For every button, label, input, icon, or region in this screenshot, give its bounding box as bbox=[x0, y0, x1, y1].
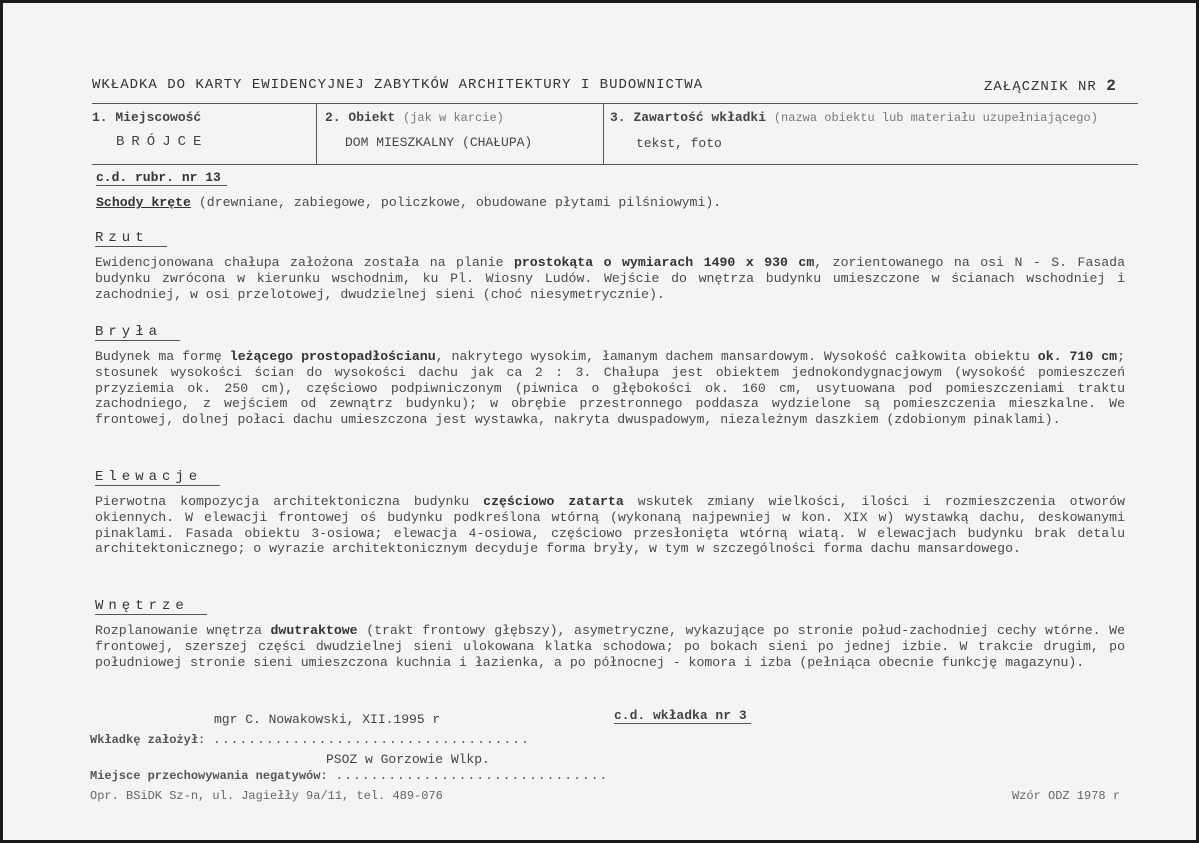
author-dots: .................................... bbox=[213, 732, 530, 747]
storage-dots: ............................... bbox=[335, 768, 609, 783]
annex-label-text: ZAŁĄCZNIK NR bbox=[984, 79, 1097, 95]
table-divider-1 bbox=[316, 104, 317, 164]
section-title: Bryła bbox=[95, 324, 180, 341]
section-text: Ewidencjonowana chałupa założona została na planie prostokąta o wymiarach 1490 x 930 cm, zorientowanego na osi N - S. Fasada budynku zwrócona w kierunku wschodnim, ku Pl. Wiosny Ludów. Wejście do wnętrza budynku umieszczone w ścianach wschodniej i zachodniej, w osi przelotowej, dwudzielnej sieni (choć niesymetrycznie). bbox=[95, 255, 1126, 302]
section-rzut bbox=[95, 228, 1125, 302]
continuation-label: c.d. rubr. nr 13 bbox=[96, 170, 227, 186]
section-elewacje bbox=[95, 467, 1125, 557]
storage-line bbox=[90, 768, 608, 783]
content-value: tekst, foto bbox=[636, 136, 722, 151]
section-title: Rzut bbox=[95, 230, 167, 247]
table-top-line bbox=[92, 103, 1138, 104]
pattern-info: Wzór ODZ 1978 r bbox=[1012, 789, 1121, 803]
author-value: mgr C. Nowakowski, XII.1995 r bbox=[214, 712, 441, 727]
table-divider-2 bbox=[603, 104, 604, 164]
stairs-text: (drewniane, zabiegowe, policzkowe, obudowane płytami pilśniowymi). bbox=[190, 195, 722, 210]
annex-number: 2 bbox=[1106, 77, 1117, 95]
section-text: Rozplanowanie wnętrza dwutraktowe (trakt frontowy głębszy), asymetryczne, wykazujące po stronie połud-zachodniej cechy wtórne. We frontowej, szerszej części dwudzielnej sieni ulokowana klatka schodowa; po bokach sieni po jednej izbie. W trakcie drugim, po południowej stronie sieni umieszczona kuchnia i łazienka, a po północnej - komora i izba (pełniąca obecnie funkcję magazynu). bbox=[95, 623, 1125, 670]
continued-label: c.d. wkładka nr 3 bbox=[614, 708, 751, 724]
content-label: 3. Zawartość wkładki (nazwa obiektu lub materiału uzupełniającego) bbox=[610, 110, 1098, 125]
stairs-highlight: Schody kręte bbox=[96, 195, 191, 210]
stairs-line bbox=[96, 195, 721, 210]
author-label: Wkładkę założył: bbox=[90, 733, 206, 747]
section-text: Pierwotna kompozycja architektoniczna budynku częściowo zatarta wskutek zmiany wielkości, ilości i rozmieszczenia otworów okiennych. W elewacji frontowej oś budynku podkreślona wtórną (wykonaną najpewniej w kon. XIX w) wystawką dachu, deskowanymi pinaklami. Fasada obiektu 3-osiowa; elewacja 4-osiowa, częściowo przesłonięta wtórną wiatą. W elewacjach budynku brak detalu architektonicznego; o wyrazie architektonicznym decyduje forma bryły, w tym w szczególności forma dachu mansardowego. bbox=[95, 494, 1125, 557]
section-title: Wnętrze bbox=[95, 598, 207, 615]
section-wnetrze bbox=[95, 596, 1125, 670]
storage-label: Miejsce przechowywania negatywów: bbox=[90, 769, 328, 783]
author-line bbox=[90, 732, 530, 747]
table-bottom-line bbox=[92, 164, 1138, 165]
object-label: 2. Obiekt (jak w karcie) bbox=[325, 110, 504, 125]
document-title: WKŁADKA DO KARTY EWIDENCYJNEJ ZABYTKÓW ARCHITEKTURY I BUDOWNICTWA bbox=[92, 77, 704, 93]
section-title: Elewacje bbox=[95, 469, 220, 486]
storage-value: PSOZ w Gorzowie Wlkp. bbox=[326, 752, 490, 767]
place-value: BRÓJCE bbox=[116, 134, 209, 150]
annex-label bbox=[984, 77, 1117, 95]
section-text: Budynek ma formę leżącego prostopadłościanu, nakrytego wysokim, łamanym dachem mansardowym. Wysokość całkowita obiektu ok. 710 cm; stosunek wysokości ścian do wysokości dachu jak ca 2 : 3. Chałupa jest obiektem jednokondygnacjowym (wysokość pomieszczeń przyziemia ok. 250 cm), częściowo podpiwniczonym (piwnica o głębokości ok. 160 cm, usytuowana pod pomieszczeniami traktu zachodniego, z wejściem od zewnątrz budynku); w obrębie przestronnego poddasza wydzielone są pomieszczenia mieszkalne. We frontowej, dolnej połaci dachu umieszczona jest wystawka, nakryta dwuspadowym, niezależnym daszkiem (zdobionym pinaklami). bbox=[95, 349, 1125, 428]
printer-info: Opr. BSiDK Sz-n, ul. Jagiełły 9a/11, tel. 489-076 bbox=[90, 789, 443, 803]
section-bryla bbox=[95, 322, 1125, 428]
object-value: DOM MIESZKALNY (CHAŁUPA) bbox=[345, 135, 533, 150]
place-label: 1. Miejscowość bbox=[92, 110, 202, 125]
